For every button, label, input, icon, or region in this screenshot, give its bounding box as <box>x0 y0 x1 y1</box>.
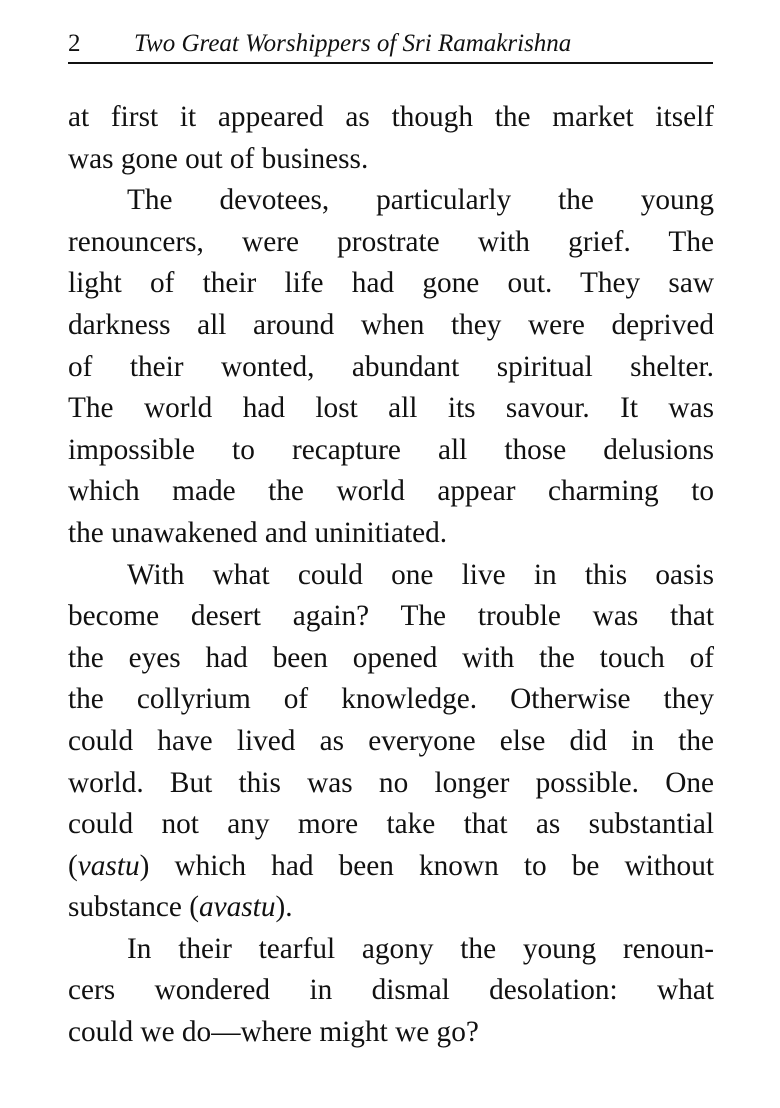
text-line: could we do—where might we go? <box>68 1016 479 1049</box>
text-line: the collyrium of knowledge. Otherwise they <box>68 683 714 716</box>
text-line: of their wonted, abundant spiritual shelter. <box>68 350 714 383</box>
text-line: renouncers, were prostrate with grief. The <box>68 225 714 258</box>
paragraph-1 <box>68 97 714 180</box>
text-line-avastu <box>68 887 714 929</box>
text-line: could have lived as everyone else did in the <box>68 724 714 757</box>
term-vastu: vastu <box>77 849 140 882</box>
text-line: world. But this was no longer possible. One <box>68 766 714 799</box>
text-line: light of their life had gone out. They saw <box>68 267 714 300</box>
running-title: Two Great Worshippers of Sri Ramakrishna <box>134 30 572 57</box>
open-paren: ( <box>68 849 78 882</box>
text-line: cers wondered in dismal desolation: what <box>68 974 714 1007</box>
paragraph-3 <box>68 555 714 929</box>
paragraph-4 <box>68 929 714 1054</box>
line-end: ). <box>275 891 293 924</box>
paragraph-2 <box>68 180 714 554</box>
term-avastu: avastu <box>198 891 276 924</box>
text-line: which made the world appear charming to <box>68 475 714 508</box>
running-header <box>68 28 713 64</box>
text-line: impossible to recapture all those delusions <box>68 433 714 466</box>
line-start: substance ( <box>68 891 199 924</box>
text-line: at first it appeared as though the market itself <box>68 101 714 133</box>
text-line: With what could one live in this oasis <box>127 558 714 591</box>
text-line: could not any more take that as substantial <box>68 808 714 841</box>
text-line: The world had lost all its savour. It was <box>68 392 714 425</box>
text-line: The devotees, particularly the young <box>127 184 714 217</box>
text-line: In their tearful agony the young renoun- <box>127 932 714 965</box>
text-line-vastu <box>68 846 714 888</box>
text-line: darkness all around when they were deprived <box>68 308 714 341</box>
text-line: become desert again? The trouble was that <box>68 600 714 633</box>
line-rest: ) which had been known to be without <box>139 849 714 882</box>
text-line: the eyes had been opened with the touch of <box>68 641 714 674</box>
text-line: was gone out of business. <box>68 142 369 175</box>
page-number: 2 <box>68 30 81 57</box>
body-text <box>68 97 714 1054</box>
text-line: the unawakened and uninitiated. <box>68 516 448 549</box>
